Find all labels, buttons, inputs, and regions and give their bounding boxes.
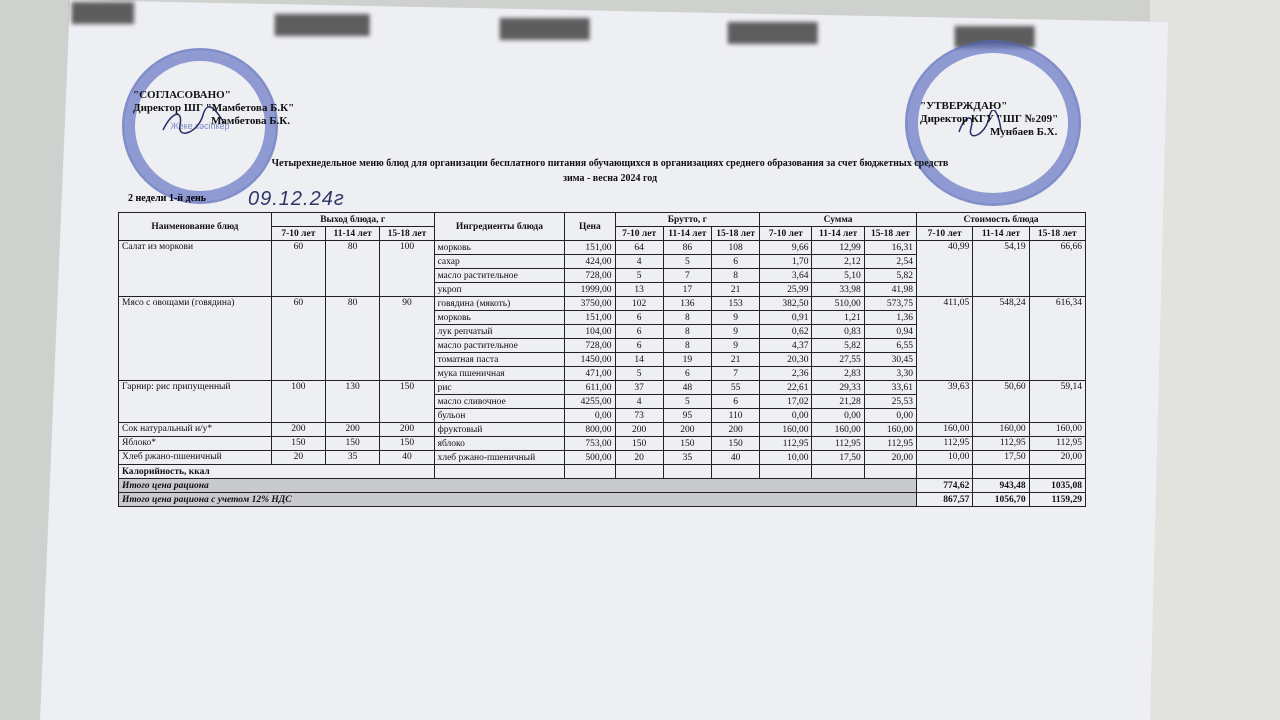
ingredient-brutto: 40 [711, 451, 759, 465]
ingredient-sum: 10,00 [760, 451, 812, 465]
ingredient-brutto: 6 [615, 325, 663, 339]
dish-yield: 60 [271, 297, 325, 381]
ingredient-sum: 27,55 [812, 353, 864, 367]
right-approval [920, 100, 1058, 139]
document-subtitle: зима - весна 2024 год [562, 173, 658, 184]
redaction-mark [72, 2, 134, 24]
ingredient-sum: 160,00 [812, 423, 864, 437]
total-vat-label: Итого цена рациона с учетом 12% НДС [119, 493, 917, 507]
ingredient-brutto: 55 [711, 381, 759, 395]
total-vat-value: 867,57 [917, 493, 973, 507]
ingredient-sum: 573,75 [864, 297, 916, 311]
ingredient-brutto: 8 [663, 325, 711, 339]
ingredient-brutto: 73 [615, 409, 663, 423]
header-price: Цена [565, 213, 615, 241]
ingredient-sum: 2,54 [864, 255, 916, 269]
ingredient-sum: 1,21 [812, 311, 864, 325]
empty-cell [1029, 465, 1085, 479]
empty-cell [760, 465, 812, 479]
ingredient-brutto: 6 [663, 367, 711, 381]
ingredient-brutto: 108 [711, 241, 759, 255]
table-row [119, 241, 1086, 255]
ingredient-price: 151,00 [565, 311, 615, 325]
ingredient-price: 3750,00 [565, 297, 615, 311]
ingredient-sum: 0,91 [760, 311, 812, 325]
background-surface [1150, 0, 1280, 720]
ingredient-sum: 6,55 [864, 339, 916, 353]
dish-yield: 90 [380, 297, 434, 381]
ingredient-sum: 3,30 [864, 367, 916, 381]
table-row [119, 451, 1086, 465]
total-value: 943,48 [973, 479, 1029, 493]
table-row [119, 381, 1086, 395]
dish-yield: 100 [380, 241, 434, 297]
ingredient-brutto: 200 [615, 423, 663, 437]
total-value: 1035,08 [1029, 479, 1085, 493]
total-value: 774,62 [917, 479, 973, 493]
dish-yield: 200 [326, 423, 380, 437]
dish-cost: 616,34 [1029, 297, 1085, 381]
ingredient-brutto: 8 [663, 311, 711, 325]
dish-name: Яблоко* [119, 437, 272, 451]
ingredient-sum: 16,31 [864, 241, 916, 255]
ingredient-brutto: 6 [615, 311, 663, 325]
dish-name: Сок натуральный и/у* [119, 423, 272, 437]
ingredient-brutto: 19 [663, 353, 711, 367]
ingredient-price: 500,00 [565, 451, 615, 465]
ingredient-brutto: 110 [711, 409, 759, 423]
right-approval-name: Мунбаев Б.Х. [990, 126, 1058, 138]
header-yield: Выход блюда, г [271, 213, 434, 227]
document-title: Четырехнедельное меню блюд для организации бесплатного питания обучающихся в организациях среднего образования за счет бюджетных средств [271, 158, 949, 169]
header-age: 7-10 лет [271, 227, 325, 241]
left-stamp-text: Жеке кәсіпкер [170, 121, 230, 131]
ingredient-brutto: 20 [615, 451, 663, 465]
ingredient-price: 424,00 [565, 255, 615, 269]
dish-cost: 112,95 [917, 437, 973, 451]
day-label: 2 недели 1-й день [128, 193, 207, 204]
left-approval-position: Директор ШГ "Мамбетова Б.К" [133, 102, 295, 114]
menu-body [119, 241, 1086, 465]
ingredient-sum: 25,53 [864, 395, 916, 409]
ingredient-brutto: 64 [615, 241, 663, 255]
ingredient-brutto: 14 [615, 353, 663, 367]
ingredient-sum: 0,94 [864, 325, 916, 339]
ingredient-name: масло сливочное [434, 395, 565, 409]
ingredient-brutto: 150 [663, 437, 711, 451]
header-age: 7-10 лет [760, 227, 812, 241]
total-vat-value: 1056,70 [973, 493, 1029, 507]
ingredient-sum: 3,64 [760, 269, 812, 283]
ingredient-brutto: 9 [711, 339, 759, 353]
ingredient-sum: 0,83 [812, 325, 864, 339]
ingredient-brutto: 150 [711, 437, 759, 451]
dish-name: Гарнир: рис припущенный [119, 381, 272, 423]
dish-yield: 100 [271, 381, 325, 423]
left-approval-name: Мамбетова Б.К. [211, 115, 291, 127]
ingredient-sum: 0,00 [864, 409, 916, 423]
ingredient-brutto: 37 [615, 381, 663, 395]
ingredient-sum: 9,66 [760, 241, 812, 255]
ingredient-price: 4255,00 [565, 395, 615, 409]
ingredient-brutto: 8 [711, 269, 759, 283]
ingredient-sum: 21,28 [812, 395, 864, 409]
dish-yield: 150 [326, 437, 380, 451]
ingredient-sum: 5,10 [812, 269, 864, 283]
redaction-mark [728, 22, 818, 44]
dish-cost: 17,50 [973, 451, 1029, 465]
ingredient-sum: 17,50 [812, 451, 864, 465]
ingredient-name: укроп [434, 283, 565, 297]
header-age: 7-10 лет [917, 227, 973, 241]
menu-table [118, 212, 1086, 507]
empty-cell [917, 465, 973, 479]
empty-cell [663, 465, 711, 479]
dish-yield: 20 [271, 451, 325, 465]
ingredient-sum: 382,50 [760, 297, 812, 311]
dish-cost: 39,63 [917, 381, 973, 423]
ingredient-sum: 112,95 [760, 437, 812, 451]
total-vat-value: 1159,29 [1029, 493, 1085, 507]
ingredient-sum: 12,99 [812, 241, 864, 255]
ingredient-name: яблоко [434, 437, 565, 451]
header-dish: Наименование блюд [119, 213, 272, 241]
ingredient-name: лук репчатый [434, 325, 565, 339]
ingredient-price: 800,00 [565, 423, 615, 437]
empty-cell [565, 465, 615, 479]
ingredient-name: мука пшеничная [434, 367, 565, 381]
header-age: 11-14 лет [663, 227, 711, 241]
ingredient-price: 471,00 [565, 367, 615, 381]
right-approval-title: "УТВЕРЖДАЮ" [920, 100, 1008, 112]
ingredient-price: 611,00 [565, 381, 615, 395]
ingredient-price: 1450,00 [565, 353, 615, 367]
ingredient-brutto: 17 [663, 283, 711, 297]
ingredient-sum: 29,33 [812, 381, 864, 395]
ingredient-sum: 112,95 [864, 437, 916, 451]
ingredient-name: морковь [434, 241, 565, 255]
empty-cell [434, 465, 565, 479]
ingredient-brutto: 200 [663, 423, 711, 437]
ingredient-brutto: 6 [711, 395, 759, 409]
ingredient-name: бульон [434, 409, 565, 423]
ingredient-name: масло растительное [434, 339, 565, 353]
redaction-mark [275, 14, 370, 36]
ingredient-name: говядина (мякоть) [434, 297, 565, 311]
dish-cost: 54,19 [973, 241, 1029, 297]
ingredient-sum: 20,30 [760, 353, 812, 367]
ingredient-brutto: 48 [663, 381, 711, 395]
dish-yield: 150 [271, 437, 325, 451]
dish-yield: 60 [271, 241, 325, 297]
empty-cell [615, 465, 663, 479]
ingredient-sum: 33,61 [864, 381, 916, 395]
ingredient-name: хлеб ржано-пшеничный [434, 451, 565, 465]
ingredient-price: 1999,00 [565, 283, 615, 297]
header-age: 15-18 лет [1029, 227, 1085, 241]
left-approval-title: "СОГЛАСОВАНО" [133, 89, 231, 101]
ingredient-name: сахар [434, 255, 565, 269]
ingredient-sum: 0,62 [760, 325, 812, 339]
ingredient-brutto: 5 [663, 255, 711, 269]
ingredient-sum: 4,37 [760, 339, 812, 353]
ingredient-brutto: 150 [615, 437, 663, 451]
ingredient-brutto: 35 [663, 451, 711, 465]
ingredient-sum: 2,12 [812, 255, 864, 269]
dish-yield: 200 [380, 423, 434, 437]
header-cost: Стоимость блюда [917, 213, 1086, 227]
ingredient-brutto: 7 [711, 367, 759, 381]
ingredient-price: 728,00 [565, 339, 615, 353]
ingredient-price: 104,00 [565, 325, 615, 339]
dish-cost: 160,00 [973, 423, 1029, 437]
header-ingredients: Ингредиенты блюда [434, 213, 565, 241]
dish-name: Мясо с овощами (говядина) [119, 297, 272, 381]
ingredient-brutto: 4 [615, 395, 663, 409]
table-row [119, 423, 1086, 437]
empty-cell [973, 465, 1029, 479]
ingredient-brutto: 102 [615, 297, 663, 311]
ingredient-brutto: 9 [711, 311, 759, 325]
ingredient-sum: 160,00 [760, 423, 812, 437]
ingredient-sum: 5,82 [812, 339, 864, 353]
ingredient-sum: 17,02 [760, 395, 812, 409]
ingredient-sum: 5,82 [864, 269, 916, 283]
ingredient-brutto: 6 [615, 339, 663, 353]
dish-name: Хлеб ржано-пшеничный [119, 451, 272, 465]
ingredient-brutto: 5 [615, 269, 663, 283]
dish-cost: 160,00 [917, 423, 973, 437]
dish-cost: 20,00 [1029, 451, 1085, 465]
ingredient-name: морковь [434, 311, 565, 325]
ingredient-name: фруктовый [434, 423, 565, 437]
dish-cost: 548,24 [973, 297, 1029, 381]
ingredient-brutto: 7 [663, 269, 711, 283]
ingredient-sum: 22,61 [760, 381, 812, 395]
dish-cost: 10,00 [917, 451, 973, 465]
dish-cost: 160,00 [1029, 423, 1085, 437]
ingredient-price: 151,00 [565, 241, 615, 255]
ingredient-sum: 0,00 [760, 409, 812, 423]
header-age: 15-18 лет [864, 227, 916, 241]
dish-cost: 59,14 [1029, 381, 1085, 423]
handwritten-date: 09.12.24г [248, 188, 345, 210]
dish-name: Салат из моркови [119, 241, 272, 297]
header-brutto: Брутто, г [615, 213, 760, 227]
dish-cost: 66,66 [1029, 241, 1085, 297]
dish-yield: 80 [326, 241, 380, 297]
dish-yield: 150 [380, 381, 434, 423]
ingredient-sum: 20,00 [864, 451, 916, 465]
ingredient-sum: 33,98 [812, 283, 864, 297]
ingredient-sum: 112,95 [812, 437, 864, 451]
empty-cell [812, 465, 864, 479]
header-sum: Сумма [760, 213, 917, 227]
ingredient-brutto: 6 [711, 255, 759, 269]
calories-label: Калорийность, ккал [119, 465, 435, 479]
empty-cell [864, 465, 916, 479]
table-row [119, 437, 1086, 451]
ingredient-name: масло растительное [434, 269, 565, 283]
header-age: 11-14 лет [812, 227, 864, 241]
header-age: 15-18 лет [380, 227, 434, 241]
ingredient-sum: 2,36 [760, 367, 812, 381]
ingredient-name: томатная паста [434, 353, 565, 367]
ingredient-brutto: 86 [663, 241, 711, 255]
dish-cost: 411,05 [917, 297, 973, 381]
dish-cost: 50,60 [973, 381, 1029, 423]
ingredient-brutto: 5 [615, 367, 663, 381]
dish-yield: 35 [326, 451, 380, 465]
dish-cost: 40,99 [917, 241, 973, 297]
ingredient-brutto: 9 [711, 325, 759, 339]
ingredient-price: 0,00 [565, 409, 615, 423]
dish-yield: 150 [380, 437, 434, 451]
dish-yield: 200 [271, 423, 325, 437]
table-row [119, 297, 1086, 311]
ingredient-sum: 2,83 [812, 367, 864, 381]
right-approval-position: Директор КГУ "ШГ №209" [920, 113, 1059, 125]
left-approval [133, 89, 294, 128]
ingredient-brutto: 153 [711, 297, 759, 311]
ingredient-sum: 1,36 [864, 311, 916, 325]
dish-cost: 112,95 [973, 437, 1029, 451]
ingredient-brutto: 136 [663, 297, 711, 311]
ingredient-sum: 1,70 [760, 255, 812, 269]
dish-cost: 112,95 [1029, 437, 1085, 451]
ingredient-sum: 25,99 [760, 283, 812, 297]
header-age: 15-18 лет [711, 227, 759, 241]
total-label: Итого цена рациона [119, 479, 917, 493]
ingredient-brutto: 8 [663, 339, 711, 353]
dish-yield: 130 [326, 381, 380, 423]
redaction-mark [500, 18, 590, 40]
ingredient-brutto: 5 [663, 395, 711, 409]
ingredient-brutto: 21 [711, 283, 759, 297]
ingredient-brutto: 4 [615, 255, 663, 269]
ingredient-name: рис [434, 381, 565, 395]
ingredient-sum: 30,45 [864, 353, 916, 367]
header-age: 11-14 лет [326, 227, 380, 241]
header-age: 7-10 лет [615, 227, 663, 241]
empty-cell [711, 465, 759, 479]
ingredient-brutto: 95 [663, 409, 711, 423]
ingredient-brutto: 200 [711, 423, 759, 437]
ingredient-sum: 41,98 [864, 283, 916, 297]
dish-yield: 40 [380, 451, 434, 465]
dish-yield: 80 [326, 297, 380, 381]
ingredient-sum: 510,00 [812, 297, 864, 311]
ingredient-sum: 0,00 [812, 409, 864, 423]
ingredient-brutto: 21 [711, 353, 759, 367]
header-age: 11-14 лет [973, 227, 1029, 241]
ingredient-brutto: 13 [615, 283, 663, 297]
ingredient-sum: 160,00 [864, 423, 916, 437]
ingredient-price: 728,00 [565, 269, 615, 283]
ingredient-price: 753,00 [565, 437, 615, 451]
